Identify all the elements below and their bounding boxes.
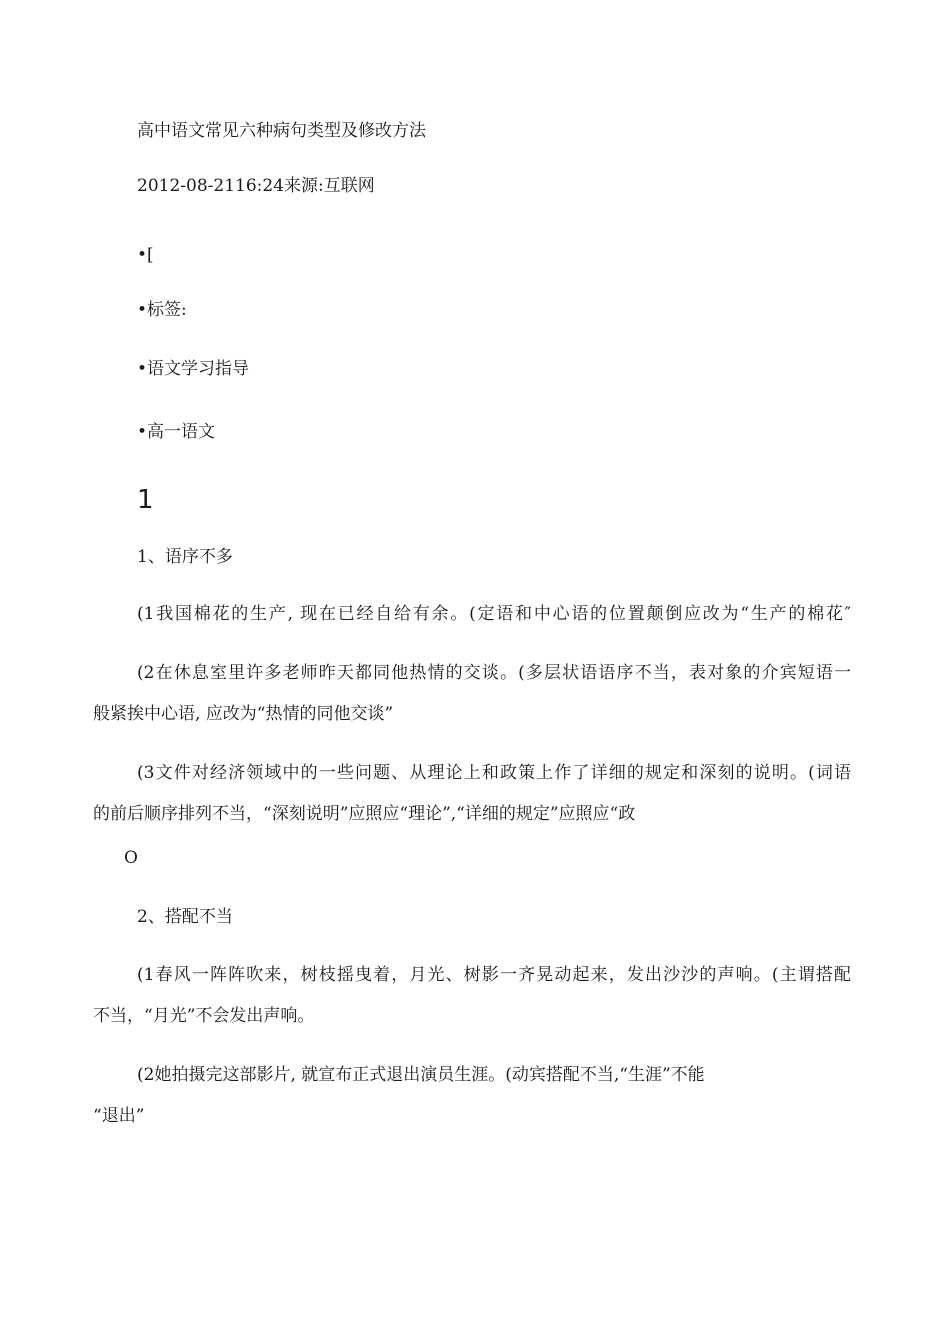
section-heading: 1、语序不多: [137, 547, 233, 567]
section-number: 1: [137, 485, 154, 515]
example-line: (3文件对经济领域中的一些问题、从理论上和政策上作了详细的规定和深刻的说明。(词语: [137, 763, 851, 783]
example-line: (1春风一阵阵吹来，树枝摇曳着，月光、树影一齐晃动起来，发出沙沙的声响。(主谓搭配: [137, 965, 851, 985]
example-line-continued: 不当，“月光”不会发出声响。: [93, 1006, 315, 1026]
example-line: (2她拍摄完这部影片, 就宣布正式退出演员生涯。(动宾搭配不当,“生涯”不能: [137, 1065, 705, 1085]
document-meta: 2012-08-2116:24来源:互联网: [137, 176, 375, 196]
section-heading: 2、搭配不当: [137, 907, 233, 927]
tag-label[interactable]: •标签:: [137, 300, 187, 320]
tag-link-chinese-study-guide[interactable]: •语文学习指导: [137, 359, 250, 379]
example-line-end: O: [124, 848, 138, 868]
bullet-item: •[: [137, 245, 154, 265]
example-line-continued: 般紧挨中心语, 应改为“热情的同他交谈”: [93, 704, 394, 724]
example-line: (1我国棉花的生产, 现在已经自给有余。(定语和中心语的位置颠倒应改为“生产的棉花″: [137, 604, 851, 624]
example-line-continued: “退出”: [93, 1106, 145, 1126]
example-line: (2在休息室里许多老师昨天都同他热情的交谈。(多层状语语序不当，表对象的介宾短语一: [137, 663, 851, 683]
example-line-continued: 的前后顺序排列不当，“深刻说明”应照应“理论”,“详细的规定”应照应“政: [93, 804, 636, 824]
tag-link-grade-one-chinese[interactable]: •高一语文: [137, 422, 216, 442]
document-title: 高中语文常见六种病句类型及修改方法: [137, 121, 426, 141]
